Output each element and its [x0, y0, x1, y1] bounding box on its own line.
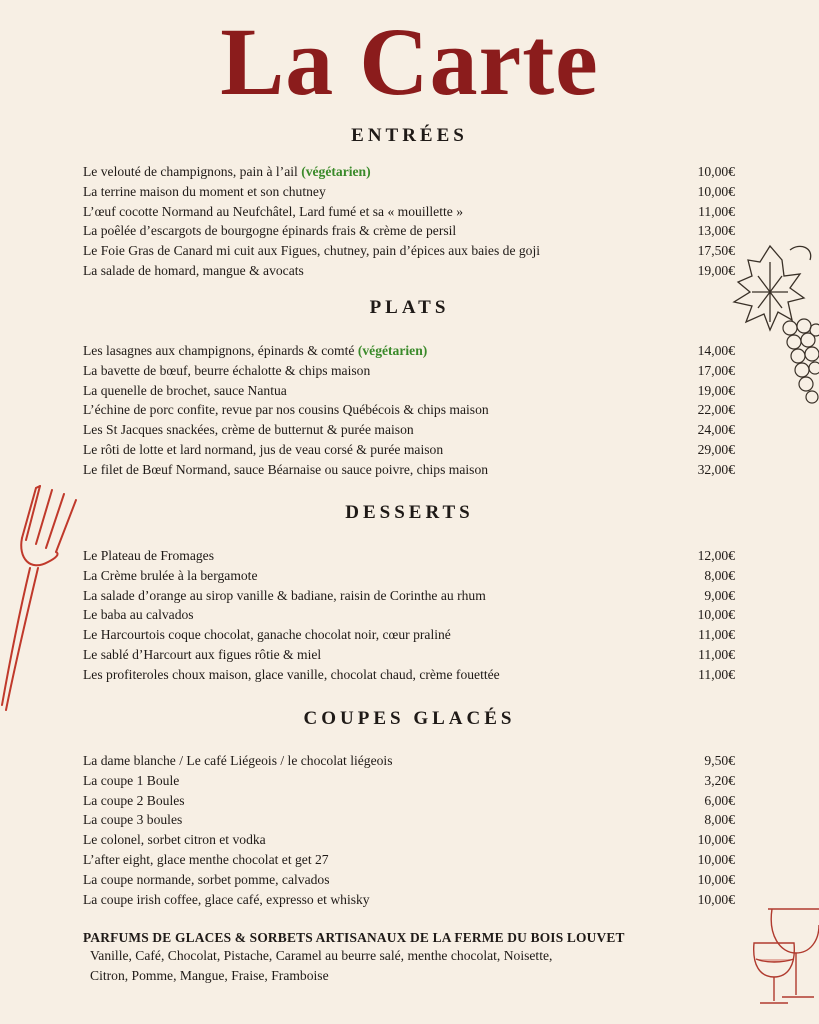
menu-item-label [83, 830, 266, 850]
menu-item-name: La coupe 1 Boule [83, 772, 180, 788]
menu-item-price: 32,00€ [697, 461, 735, 477]
menu-item-name: La Crème brulée à la bergamote [83, 567, 258, 583]
menu-item-price: 6,00€ [704, 792, 735, 808]
menu-item-price: 10,00€ [697, 891, 735, 907]
menu-item-name: La terrine maison du moment et son chutney [83, 183, 326, 199]
flavours-list [90, 946, 690, 986]
menu-item [83, 341, 735, 361]
menu-item-name: La salade d’orange au sirop vanille & badiane, raisin de Corinthe au rhum [83, 587, 486, 603]
menu-item-label [83, 810, 182, 830]
menu-item-name: La coupe irish coffee, glace café, expresso et whisky [83, 891, 370, 907]
menu-item-label [83, 162, 371, 182]
menu-item-name: Les St Jacques snackées, crème de butternut & purée maison [83, 422, 414, 438]
menu-item-price: 10,00€ [697, 871, 735, 887]
menu-item [83, 261, 735, 281]
menu-item-label [83, 261, 304, 281]
menu-item-price: 14,00€ [697, 343, 735, 358]
menu-item-label [83, 566, 258, 586]
entrees-list [83, 162, 735, 281]
wine-glasses-illustration [750, 905, 819, 1010]
section-title-entrees: ENTRÉES [351, 125, 468, 146]
menu-item-name: Le baba au calvados [83, 607, 194, 623]
menu-item-price: 12,00€ [697, 548, 735, 563]
menu-item-price: 13,00€ [697, 223, 735, 239]
menu-item-name: L’œuf cocotte Normand au Neufchâtel, Lard fumé et sa « mouillette » [83, 203, 463, 219]
menu-item-label [83, 645, 321, 665]
menu-item-name: Le Harcourtois coque chocolat, ganache chocolat noir, cœur praliné [83, 627, 451, 643]
menu-item-price: 17,50€ [697, 243, 735, 259]
menu-item-label [83, 850, 329, 870]
menu-item-name: La quenelle de brochet, sauce Nantua [83, 382, 287, 398]
menu-item [83, 440, 735, 460]
menu-item-price: 10,00€ [697, 164, 735, 179]
menu-item-name: Le rôti de lotte et lard normand, jus de veau corsé & purée maison [83, 441, 444, 457]
menu-item-label [83, 381, 287, 401]
menu-item-price: 17,00€ [697, 362, 735, 378]
menu-title: La Carte [220, 8, 599, 115]
menu-item [83, 420, 735, 440]
menu-item [83, 381, 735, 401]
grapes-illustration [730, 242, 819, 407]
menu-item-name: Le Foie Gras de Canard mi cuit aux Figues, chutney, pain d’épices aux baies de goji [83, 243, 541, 259]
menu-item-name: L’échine de porc confite, revue par nos cousins Québécois & chips maison [83, 402, 489, 418]
menu-item-label [83, 400, 489, 420]
menu-item-label [83, 460, 488, 480]
menu-item-price: 8,00€ [704, 812, 735, 828]
menu-item-price: 10,00€ [697, 851, 735, 867]
menu-item-label [83, 625, 451, 645]
menu-item-name: La coupe 2 Boules [83, 792, 185, 808]
menu-item-name: La bavette de bœuf, beurre échalotte & chips maison [83, 362, 371, 378]
menu-item-name: Le Plateau de Fromages [83, 548, 214, 563]
plats-list [83, 341, 735, 480]
menu-item-name: La dame blanche / Le café Liégeois / le chocolat liégeois [83, 753, 393, 768]
menu-item-label [83, 182, 326, 202]
menu-item-label [83, 202, 463, 222]
menu-item-label [83, 221, 456, 241]
menu-item-price: 22,00€ [697, 402, 735, 418]
menu-item-price: 24,00€ [697, 422, 735, 438]
menu-item-price: 19,00€ [697, 262, 735, 278]
menu-item [83, 890, 735, 910]
menu-item-label [83, 341, 427, 361]
menu-item-name: Les profiteroles choux maison, glace vanille, chocolat chaud, crème fouettée [83, 666, 500, 682]
menu-item-price: 11,00€ [698, 627, 735, 643]
section-title-coupes: COUPES GLACÉS [303, 708, 516, 729]
menu-item [83, 400, 735, 420]
flavours-line-2: Citron, Pomme, Mangue, Fraise, Framboise [90, 968, 329, 983]
menu-item-price: 9,00€ [704, 587, 735, 603]
menu-item-label [83, 890, 370, 910]
flavours-title: PARFUMS DE GLACES & SORBETS ARTISANAUX DE LA FERME DU BOIS LOUVET [83, 930, 625, 945]
menu-item-name: Les lasagnes aux champignons, épinards & comté [83, 343, 355, 358]
desserts-list [83, 546, 735, 685]
menu-item [83, 625, 735, 645]
menu-item [83, 241, 735, 261]
menu-item-name: La poêlée d’escargots de bourgogne épinards frais & crème de persil [83, 223, 457, 239]
menu-item-name: L’after eight, glace menthe chocolat et get 27 [83, 851, 329, 867]
section-title-plats: PLATS [369, 297, 450, 318]
menu-item [83, 546, 735, 566]
menu-item-label [83, 771, 179, 791]
menu-item-label [83, 586, 486, 606]
menu-item [83, 605, 735, 625]
menu-item-name: Le colonel, sorbet citron et vodka [83, 832, 266, 848]
section-title-desserts: DESSERTS [345, 502, 474, 523]
menu-item-price: 11,00€ [698, 203, 735, 219]
vegetarian-tag: (végétarien) [357, 343, 428, 358]
menu-item-price: 3,20€ [704, 772, 735, 788]
menu-item [83, 221, 735, 241]
menu-item-label [83, 665, 500, 685]
menu-item [83, 810, 735, 830]
menu-item-name: Le velouté de champignons, pain à l’ail [83, 164, 298, 179]
menu-item-price: 10,00€ [697, 183, 735, 199]
vegetarian-tag: (végétarien) [301, 164, 371, 179]
menu-item-price: 8,00€ [704, 567, 735, 583]
menu-item [83, 586, 735, 606]
menu-item-price: 19,00€ [697, 382, 735, 398]
menu-item [83, 870, 735, 890]
menu-item-price: 11,00€ [698, 666, 735, 682]
menu-item [83, 771, 735, 791]
menu-item [83, 361, 735, 381]
menu-item-name: Le sablé d’Harcourt aux figues rôtie & miel [83, 646, 322, 662]
coupes-list [83, 751, 735, 909]
menu-item-label [83, 440, 443, 460]
menu-item-label [83, 241, 540, 261]
fork-illustration [0, 480, 90, 720]
menu-item [83, 202, 735, 222]
menu-item-name: Le filet de Bœuf Normand, sauce Béarnaise ou sauce poivre, chips maison [83, 461, 489, 477]
menu-item-label [83, 751, 393, 771]
menu-item [83, 791, 735, 811]
menu-item-price: 10,00€ [697, 832, 735, 848]
menu-item [83, 566, 735, 586]
menu-item-label [83, 361, 370, 381]
menu-item-name: La coupe 3 boules [83, 812, 183, 828]
menu-item [83, 162, 735, 182]
menu-item [83, 830, 735, 850]
menu-item [83, 182, 735, 202]
menu-item-label [83, 546, 214, 566]
menu-item-label [83, 605, 194, 625]
menu-item [83, 850, 735, 870]
menu-item-price: 9,50€ [704, 753, 735, 768]
menu-item-label [83, 870, 330, 890]
menu-item [83, 645, 735, 665]
menu-item [83, 751, 735, 771]
flavours-line-1: Vanille, Café, Chocolat, Pistache, Caramel au beurre salé, menthe chocolat, Noisette, [90, 948, 553, 963]
menu-item-price: 11,00€ [698, 646, 735, 662]
menu-item [83, 665, 735, 685]
menu-item [83, 460, 735, 480]
menu-item-label [83, 791, 185, 811]
menu-item-name: La salade de homard, mangue & avocats [83, 262, 304, 278]
menu-item-name: La coupe normande, sorbet pomme, calvados [83, 871, 330, 887]
menu-item-price: 29,00€ [697, 441, 735, 457]
menu-item-price: 10,00€ [697, 607, 735, 623]
menu-item-label [83, 420, 414, 440]
